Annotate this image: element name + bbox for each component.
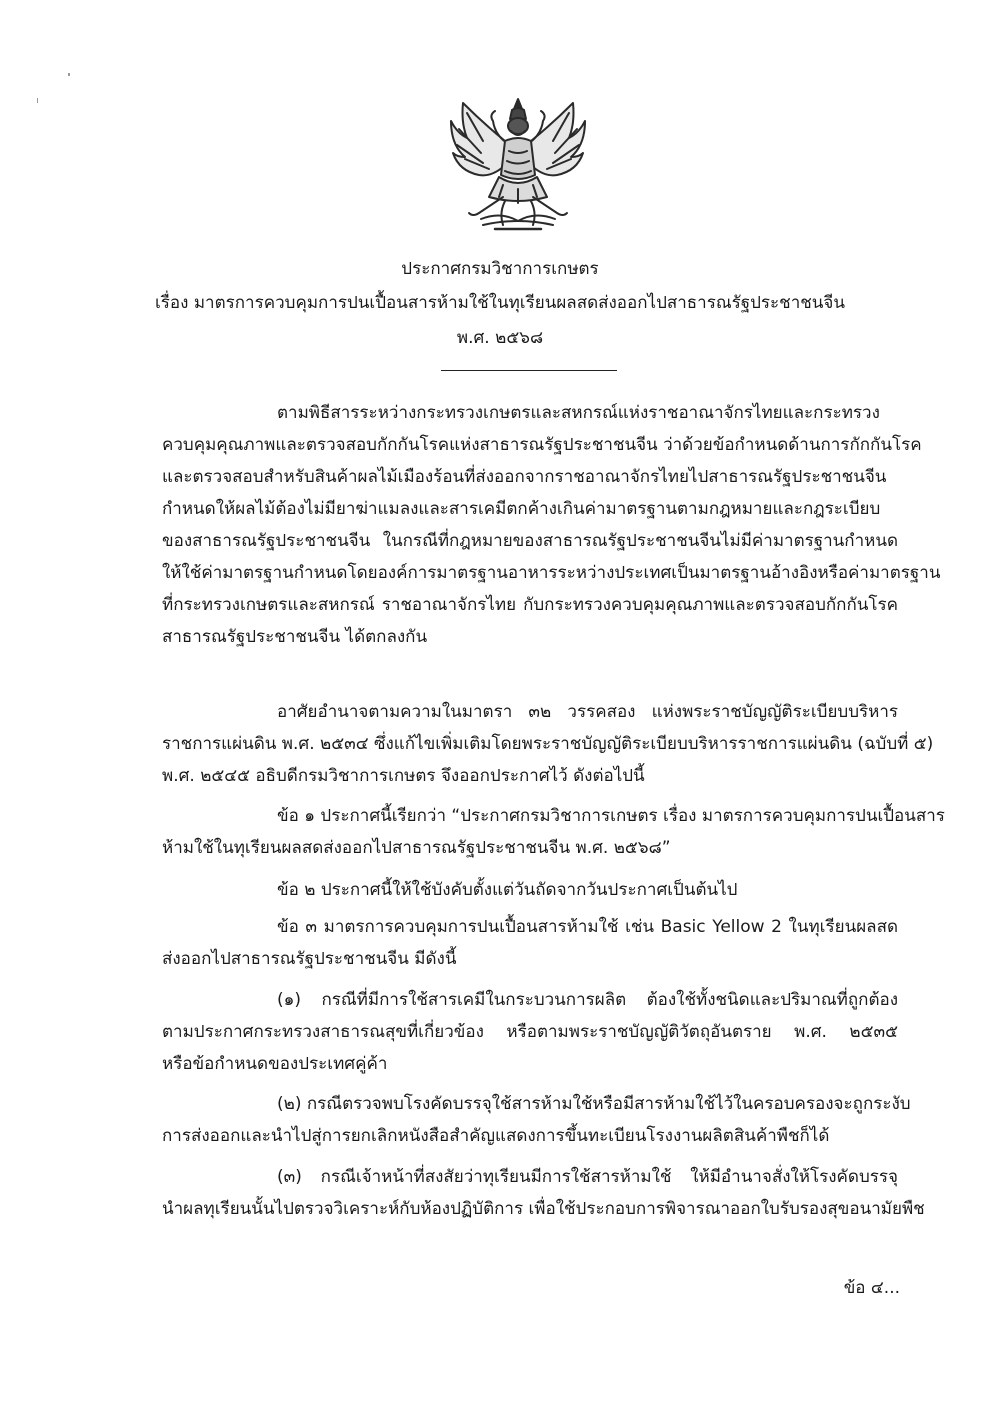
text-line: หรือข้อกำหนดของประเทศคู่ค้า — [162, 1054, 388, 1074]
text-line: กำหนดให้ผลไม้ต้องไม่มียาฆ่าแมลงและสารเคมีตกค้างเกินค่ามาตรฐานตามกฎหมายและกฎระเบียบ — [162, 499, 881, 519]
clause-1 — [162, 800, 945, 864]
scan-speck — [37, 98, 38, 103]
text-line: ตามประกาศกระทรวงสาธารณสุขที่เกี่ยวข้อง หรือตามพระราชบัญญัติวัตถุอันตราย พ.ศ. ๒๕๓๕ — [162, 1022, 898, 1042]
text-line: พ.ศ. ๒๕๔๕ อธิบดีกรมวิชาการเกษตร จึงออกประกาศไว้ ดังต่อไปนี้ — [162, 766, 645, 786]
clause-2 — [162, 874, 898, 906]
announcement-subject: เรื่อง มาตรการควบคุมการปนเปื้อนสารห้ามใช้ในทุเรียนผลสดส่งออกไปสาธารณรัฐประชาชนจีน — [154, 293, 845, 313]
text-line: ของสาธารณรัฐประชาชนจีน ในกรณีที่กฎหมายของสาธารณรัฐประชาชนจีนไม่มีค่ามาตรฐานกำหนด — [162, 531, 898, 551]
header-divider — [441, 370, 617, 371]
clause-3-item-3 — [162, 1161, 925, 1225]
text-line: (๑) กรณีที่มีการใช้สารเคมีในกระบวนการผลิต ต้องใช้ทั้งชนิดและปริมาณที่ถูกต้อง — [277, 990, 898, 1010]
text-line: การส่งออกและนำไปสู่การยกเลิกหนังสือสำคัญแสดงการขึ้นทะเบียนโรงงานผลิตสินค้าพืชก็ได้ — [162, 1126, 830, 1146]
announcement-year: พ.ศ. ๒๕๖๘ — [456, 328, 544, 348]
text-line: ที่กระทรวงเกษตรและสหกรณ์ ราชอาณาจักรไทย กับกระทรวงควบคุมคุณภาพและตรวจสอบกักกันโรค — [162, 595, 898, 615]
text-line: ข้อ ๑ ประกาศนี้เรียกว่า “ประกาศกรมวิชาการเกษตร เรื่อง มาตรการควบคุมการปนเปื้อนสาร — [277, 806, 945, 826]
announcement-title: ประกาศกรมวิชาการเกษตร — [401, 259, 599, 279]
text-line: ตามพิธีสารระหว่างกระทรวงเกษตรและสหกรณ์แห่งราชอาณาจักรไทยและกระทรวง — [277, 403, 880, 423]
text-line: ห้ามใช้ในทุเรียนผลสดส่งออกไปสาธารณรัฐประชาชนจีน พ.ศ. ๒๕๖๘” — [162, 838, 671, 858]
text-line: ราชการแผ่นดิน พ.ศ. ๒๕๓๔ ซึ่งแก้ไขเพิ่มเติมโดยพระราชบัญญัติระเบียบบริหารราชการแผ่นดิน (ฉบับที่ ๕) — [162, 734, 934, 754]
continuation-marker: ข้อ ๔... — [843, 1278, 900, 1298]
garuda-emblem-icon — [443, 93, 593, 243]
clause-3 — [162, 911, 898, 975]
text-line: ให้ใช้ค่ามาตรฐานกำหนดโดยองค์การมาตรฐานอาหารระหว่างประเทศเป็นมาตรฐานอ้างอิงหรือค่ามาตรฐาน — [162, 563, 941, 583]
text-line: สาธารณรัฐประชาชนจีน ได้ตกลงกัน — [162, 627, 428, 647]
text-line: และตรวจสอบสำหรับสินค้าผลไม้เมืองร้อนที่ส่งออกจากราชอาณาจักรไทยไปสาธารณรัฐประชาชนจีน — [162, 467, 887, 487]
text-line: ส่งออกไปสาธารณรัฐประชาชนจีน มีดังนี้ — [162, 949, 457, 969]
text-line: ข้อ ๒ ประกาศนี้ให้ใช้บังคับตั้งแต่วันถัดจากวันประกาศเป็นต้นไป — [277, 880, 738, 900]
text-line: (๒) กรณีตรวจพบโรงคัดบรรจุใช้สารห้ามใช้หรือมีสารห้ามใช้ไว้ในครอบครองจะถูกระงับ — [277, 1094, 911, 1114]
text-line: ควบคุมคุณภาพและตรวจสอบกักกันโรคแห่งสาธารณรัฐประชาชนจีน ว่าด้วยข้อกำหนดด้านการกักกันโรค — [162, 435, 922, 455]
clause-3-item-1 — [162, 984, 898, 1080]
text-line: ข้อ ๓ มาตรการควบคุมการปนเปื้อนสารห้ามใช้ เช่น Basic Yellow 2 ในทุเรียนผลสด — [277, 917, 898, 937]
text-line: (๓) กรณีเจ้าหน้าที่สงสัยว่าทุเรียนมีการใช้สารห้ามใช้ ให้มีอำนาจสั่งให้โรงคัดบรรจุ — [277, 1167, 898, 1187]
paragraph-preamble — [162, 397, 941, 653]
text-line: นำผลทุเรียนนั้นไปตรวจวิเคราะห์กับห้องปฏิบัติการ เพื่อใช้ประกอบการพิจารณาออกใบรับรองสุขอนามัยพืช — [162, 1199, 925, 1219]
scan-speck — [68, 73, 70, 76]
paragraph-authority — [162, 696, 934, 792]
clause-3-item-2 — [162, 1088, 911, 1152]
text-line: อาศัยอำนาจตามความในมาตรา ๓๒ วรรคสอง แห่งพระราชบัญญัติระเบียบบริหาร — [277, 702, 898, 722]
